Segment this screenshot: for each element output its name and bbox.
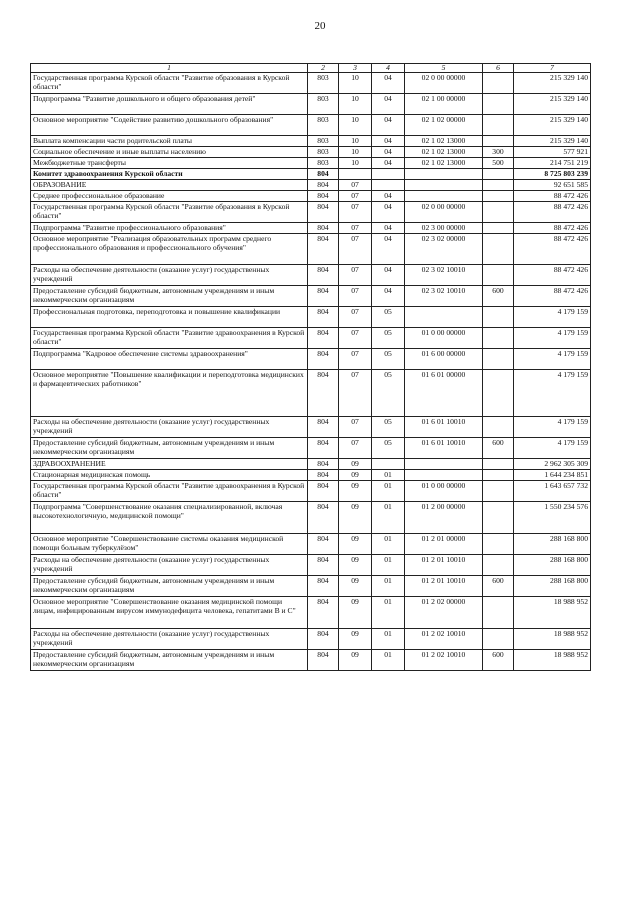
subsection-code-cell: 05 — [372, 417, 405, 438]
ministry-code-cell: 804 — [308, 286, 339, 307]
row-name-cell: Выплата компенсации части родительской платы — [31, 136, 308, 147]
column-header: 4 — [372, 64, 405, 73]
section-code-cell: 09 — [339, 481, 372, 502]
row-name-cell: Межбюджетные трансферты — [31, 158, 308, 169]
subsection-code-cell: 04 — [372, 223, 405, 234]
section-code-cell: 09 — [339, 650, 372, 671]
amount-cell: 215 329 140 — [514, 115, 591, 136]
expense-type-cell: 600 — [483, 438, 514, 459]
table-row — [31, 470, 591, 481]
table-row — [31, 115, 591, 136]
table-row — [31, 158, 591, 169]
expense-type-cell: 600 — [483, 576, 514, 597]
subsection-code-cell: 05 — [372, 349, 405, 370]
subsection-code-cell: 04 — [372, 136, 405, 147]
row-name-cell: Подпрограмма "Развитие дошкольного и общего образования детей" — [31, 94, 308, 115]
section-code-cell: 07 — [339, 234, 372, 265]
section-code-cell: 10 — [339, 73, 372, 94]
amount-cell: 577 921 — [514, 147, 591, 158]
subsection-code-cell: 04 — [372, 73, 405, 94]
expense-type-cell — [483, 349, 514, 370]
column-header: 5 — [405, 64, 483, 73]
table-row — [31, 534, 591, 555]
row-name-cell: Основное мероприятие "Содействие развитию дошкольного образования" — [31, 115, 308, 136]
amount-cell: 88 472 426 — [514, 265, 591, 286]
expense-type-cell: 300 — [483, 147, 514, 158]
expense-type-cell — [483, 307, 514, 328]
ministry-code-cell: 804 — [308, 470, 339, 481]
row-name-cell: Подпрограмма "Совершенствование оказания специализированной, включая высокотехнологичную, медицинской помощи" — [31, 502, 308, 534]
target-article-cell — [405, 169, 483, 180]
subsection-code-cell: 01 — [372, 502, 405, 534]
target-article-cell: 01 2 00 00000 — [405, 502, 483, 534]
row-name-cell: ОБРАЗОВАНИЕ — [31, 180, 308, 191]
subsection-code-cell: 04 — [372, 147, 405, 158]
row-name-cell: Подпрограмма "Кадровое обеспечение системы здравоохранения" — [31, 349, 308, 370]
amount-cell: 4 179 159 — [514, 328, 591, 349]
ministry-code-cell: 804 — [308, 576, 339, 597]
row-name-cell: Стационарная медицинская помощь — [31, 470, 308, 481]
expense-type-cell — [483, 202, 514, 223]
table-row — [31, 370, 591, 417]
row-name-cell: Социальное обеспечение и иные выплаты населению — [31, 147, 308, 158]
row-name-cell: Профессиональная подготовка, переподготовка и повышение квалификации — [31, 307, 308, 328]
section-code-cell: 09 — [339, 502, 372, 534]
ministry-code-cell: 803 — [308, 115, 339, 136]
section-code-cell: 07 — [339, 349, 372, 370]
section-code-cell: 09 — [339, 629, 372, 650]
target-article-cell: 01 2 02 10010 — [405, 629, 483, 650]
expense-type-cell — [483, 169, 514, 180]
table-header-row — [31, 64, 591, 73]
subsection-code-cell — [372, 169, 405, 180]
subsection-code-cell — [372, 459, 405, 470]
table-row — [31, 438, 591, 459]
target-article-cell — [405, 191, 483, 202]
subsection-code-cell: 04 — [372, 202, 405, 223]
subsection-code-cell: 05 — [372, 307, 405, 328]
ministry-code-cell: 804 — [308, 202, 339, 223]
ministry-code-cell: 804 — [308, 370, 339, 417]
subsection-code-cell: 05 — [372, 328, 405, 349]
table-row — [31, 307, 591, 328]
ministry-code-cell: 803 — [308, 136, 339, 147]
target-article-cell: 01 6 01 10010 — [405, 438, 483, 459]
target-article-cell — [405, 459, 483, 470]
expense-type-cell — [483, 629, 514, 650]
subsection-code-cell: 01 — [372, 555, 405, 576]
column-header: 2 — [308, 64, 339, 73]
amount-cell: 4 179 159 — [514, 349, 591, 370]
table-row — [31, 349, 591, 370]
ministry-code-cell: 803 — [308, 147, 339, 158]
table-row — [31, 223, 591, 234]
expense-type-cell — [483, 417, 514, 438]
expense-type-cell — [483, 223, 514, 234]
ministry-code-cell: 804 — [308, 234, 339, 265]
subsection-code-cell: 04 — [372, 191, 405, 202]
ministry-code-cell: 804 — [308, 650, 339, 671]
ministry-code-cell: 804 — [308, 534, 339, 555]
column-header: 1 — [31, 64, 308, 73]
amount-cell: 1 643 657 732 — [514, 481, 591, 502]
target-article-cell: 01 6 01 10010 — [405, 417, 483, 438]
row-name-cell: Среднее профессиональное образование — [31, 191, 308, 202]
target-article-cell: 02 1 02 13000 — [405, 158, 483, 169]
row-name-cell: Предоставление субсидий бюджетным, автономным учреждениям и иным некоммерческим организациям — [31, 576, 308, 597]
row-name-cell: Предоставление субсидий бюджетным, автономным учреждениям и иным некоммерческим организациям — [31, 438, 308, 459]
row-name-cell: Расходы на обеспечение деятельности (оказание услуг) государственных учреждений — [31, 629, 308, 650]
table-row — [31, 169, 591, 180]
expense-type-cell — [483, 370, 514, 417]
ministry-code-cell: 804 — [308, 191, 339, 202]
amount-cell: 215 329 140 — [514, 73, 591, 94]
row-name-cell: Предоставление субсидий бюджетным, автономным учреждениям и иным некоммерческим организациям — [31, 650, 308, 671]
table-row — [31, 328, 591, 349]
section-code-cell: 09 — [339, 470, 372, 481]
table-row — [31, 597, 591, 629]
row-name-cell: Основное мероприятие "Совершенствование системы оказания медицинской помощи больным туберкулёзом" — [31, 534, 308, 555]
row-name-cell: Подпрограмма "Развитие профессионального образования" — [31, 223, 308, 234]
target-article-cell: 01 2 02 00000 — [405, 597, 483, 629]
section-code-cell: 07 — [339, 417, 372, 438]
table-row — [31, 136, 591, 147]
amount-cell: 18 988 952 — [514, 650, 591, 671]
section-code-cell: 07 — [339, 191, 372, 202]
row-name-cell: Основное мероприятие "Повышение квалификации и переподготовка медицинских и фармацевтических работников" — [31, 370, 308, 417]
target-article-cell — [405, 180, 483, 191]
expense-type-cell — [483, 534, 514, 555]
section-code-cell: 09 — [339, 459, 372, 470]
ministry-code-cell: 804 — [308, 328, 339, 349]
table-row — [31, 650, 591, 671]
table-row — [31, 417, 591, 438]
subsection-code-cell: 05 — [372, 438, 405, 459]
subsection-code-cell: 01 — [372, 597, 405, 629]
amount-cell: 92 651 585 — [514, 180, 591, 191]
expense-type-cell — [483, 94, 514, 115]
target-article-cell: 01 0 00 00000 — [405, 328, 483, 349]
amount-cell: 1 644 234 851 — [514, 470, 591, 481]
table-row — [31, 202, 591, 223]
section-code-cell: 07 — [339, 328, 372, 349]
expense-type-cell — [483, 597, 514, 629]
amount-cell: 4 179 159 — [514, 370, 591, 417]
section-code-cell: 09 — [339, 597, 372, 629]
amount-cell: 4 179 159 — [514, 307, 591, 328]
subsection-code-cell: 01 — [372, 534, 405, 555]
ministry-code-cell: 803 — [308, 158, 339, 169]
amount-cell: 8 725 803 239 — [514, 169, 591, 180]
amount-cell: 88 472 426 — [514, 223, 591, 234]
expense-type-cell — [483, 191, 514, 202]
section-code-cell: 10 — [339, 115, 372, 136]
expense-type-cell — [483, 73, 514, 94]
amount-cell: 288 168 800 — [514, 534, 591, 555]
section-code-cell: 07 — [339, 180, 372, 191]
target-article-cell: 02 1 02 00000 — [405, 115, 483, 136]
section-code-cell: 07 — [339, 286, 372, 307]
subsection-code-cell: 04 — [372, 286, 405, 307]
expense-type-cell — [483, 481, 514, 502]
expense-type-cell — [483, 136, 514, 147]
target-article-cell: 02 1 00 00000 — [405, 94, 483, 115]
amount-cell: 88 472 426 — [514, 191, 591, 202]
section-code-cell: 07 — [339, 307, 372, 328]
ministry-code-cell: 804 — [308, 169, 339, 180]
subsection-code-cell — [372, 180, 405, 191]
column-header: 3 — [339, 64, 372, 73]
target-article-cell: 01 2 01 10010 — [405, 576, 483, 597]
target-article-cell: 01 6 00 00000 — [405, 349, 483, 370]
amount-cell: 88 472 426 — [514, 202, 591, 223]
table-row — [31, 502, 591, 534]
column-header: 7 — [514, 64, 591, 73]
expense-type-cell — [483, 115, 514, 136]
ministry-code-cell: 804 — [308, 438, 339, 459]
ministry-code-cell: 804 — [308, 481, 339, 502]
section-code-cell: 07 — [339, 265, 372, 286]
section-code-cell: 09 — [339, 576, 372, 597]
expense-type-cell: 600 — [483, 650, 514, 671]
subsection-code-cell: 05 — [372, 370, 405, 417]
row-name-cell: Государственная программа Курской области "Развитие здравоохранения в Курской области" — [31, 328, 308, 349]
ministry-code-cell: 804 — [308, 555, 339, 576]
page-number: 20 — [314, 20, 326, 32]
row-name-cell: ЗДРАВООХРАНЕНИЕ — [31, 459, 308, 470]
subsection-code-cell: 04 — [372, 158, 405, 169]
expense-type-cell — [483, 555, 514, 576]
expense-type-cell — [483, 470, 514, 481]
ministry-code-cell: 804 — [308, 597, 339, 629]
amount-cell: 4 179 159 — [514, 417, 591, 438]
section-code-cell: 10 — [339, 136, 372, 147]
section-code-cell: 07 — [339, 202, 372, 223]
target-article-cell: 01 0 00 00000 — [405, 481, 483, 502]
amount-cell: 288 168 800 — [514, 576, 591, 597]
section-code-cell — [339, 169, 372, 180]
expense-type-cell — [483, 265, 514, 286]
table-row — [31, 286, 591, 307]
target-article-cell: 02 1 02 13000 — [405, 147, 483, 158]
table-row — [31, 576, 591, 597]
subsection-code-cell: 01 — [372, 629, 405, 650]
table-row — [31, 265, 591, 286]
section-code-cell: 07 — [339, 370, 372, 417]
ministry-code-cell: 803 — [308, 73, 339, 94]
table-body — [31, 73, 591, 671]
subsection-code-cell: 01 — [372, 481, 405, 502]
section-code-cell: 10 — [339, 158, 372, 169]
section-code-cell: 07 — [339, 438, 372, 459]
row-name-cell: Комитет здравоохранения Курской области — [31, 169, 308, 180]
table-row — [31, 629, 591, 650]
target-article-cell: 02 3 00 00000 — [405, 223, 483, 234]
amount-cell: 1 550 234 576 — [514, 502, 591, 534]
row-name-cell: Государственная программа Курской области "Развитие образования в Курской области" — [31, 73, 308, 94]
row-name-cell: Расходы на обеспечение деятельности (оказание услуг) государственных учреждений — [31, 417, 308, 438]
table-row — [31, 234, 591, 265]
amount-cell: 2 962 305 309 — [514, 459, 591, 470]
ministry-code-cell: 804 — [308, 223, 339, 234]
expense-type-cell — [483, 234, 514, 265]
target-article-cell: 02 3 02 00000 — [405, 234, 483, 265]
subsection-code-cell: 04 — [372, 115, 405, 136]
target-article-cell: 02 3 02 10010 — [405, 286, 483, 307]
table-row — [31, 459, 591, 470]
amount-cell: 215 329 140 — [514, 94, 591, 115]
subsection-code-cell: 04 — [372, 265, 405, 286]
expense-type-cell — [483, 502, 514, 534]
table-row — [31, 73, 591, 94]
expense-type-cell: 500 — [483, 158, 514, 169]
target-article-cell: 02 1 02 13000 — [405, 136, 483, 147]
amount-cell: 214 751 219 — [514, 158, 591, 169]
subsection-code-cell: 04 — [372, 94, 405, 115]
row-name-cell: Основное мероприятие "Реализация образовательных программ среднего профессионального образования и профессионального обучения" — [31, 234, 308, 265]
table-row — [31, 94, 591, 115]
row-name-cell: Государственная программа Курской области "Развитие образования в Курской области" — [31, 202, 308, 223]
subsection-code-cell: 01 — [372, 470, 405, 481]
ministry-code-cell: 804 — [308, 180, 339, 191]
ministry-code-cell: 804 — [308, 307, 339, 328]
target-article-cell: 02 0 00 00000 — [405, 202, 483, 223]
target-article-cell: 01 2 02 10010 — [405, 650, 483, 671]
table-row — [31, 555, 591, 576]
subsection-code-cell: 01 — [372, 650, 405, 671]
target-article-cell: 02 3 02 10010 — [405, 265, 483, 286]
amount-cell: 88 472 426 — [514, 286, 591, 307]
ministry-code-cell: 804 — [308, 502, 339, 534]
section-code-cell: 09 — [339, 534, 372, 555]
amount-cell: 18 988 952 — [514, 597, 591, 629]
table-row — [31, 180, 591, 191]
section-code-cell: 07 — [339, 223, 372, 234]
target-article-cell — [405, 470, 483, 481]
subsection-code-cell: 04 — [372, 234, 405, 265]
table-row — [31, 191, 591, 202]
expense-type-cell — [483, 180, 514, 191]
column-header: 6 — [483, 64, 514, 73]
target-article-cell: 01 2 01 10010 — [405, 555, 483, 576]
row-name-cell: Предоставление субсидий бюджетным, автономным учреждениям и иным некоммерческим организациям — [31, 286, 308, 307]
table-row — [31, 147, 591, 158]
amount-cell: 215 329 140 — [514, 136, 591, 147]
row-name-cell: Государственная программа Курской области "Развитие здравоохранения в Курской области" — [31, 481, 308, 502]
row-name-cell: Основное мероприятие "Совершенствование оказания медицинской помощи лицам, инфицированным вирусом иммунодефицита человека, гепатитами В и С" — [31, 597, 308, 629]
ministry-code-cell: 804 — [308, 265, 339, 286]
ministry-code-cell: 804 — [308, 459, 339, 470]
table-row — [31, 481, 591, 502]
budget-table — [30, 63, 591, 671]
ministry-code-cell: 803 — [308, 94, 339, 115]
section-code-cell: 10 — [339, 147, 372, 158]
amount-cell: 18 988 952 — [514, 629, 591, 650]
row-name-cell: Расходы на обеспечение деятельности (оказание услуг) государственных учреждений — [31, 555, 308, 576]
amount-cell: 88 472 426 — [514, 234, 591, 265]
subsection-code-cell: 01 — [372, 576, 405, 597]
amount-cell: 4 179 159 — [514, 438, 591, 459]
section-code-cell: 09 — [339, 555, 372, 576]
ministry-code-cell: 804 — [308, 417, 339, 438]
section-code-cell: 10 — [339, 94, 372, 115]
target-article-cell — [405, 307, 483, 328]
row-name-cell: Расходы на обеспечение деятельности (оказание услуг) государственных учреждений — [31, 265, 308, 286]
amount-cell: 288 168 800 — [514, 555, 591, 576]
expense-type-cell — [483, 328, 514, 349]
target-article-cell: 01 2 01 00000 — [405, 534, 483, 555]
ministry-code-cell: 804 — [308, 349, 339, 370]
expense-type-cell — [483, 459, 514, 470]
target-article-cell: 02 0 00 00000 — [405, 73, 483, 94]
expense-type-cell: 600 — [483, 286, 514, 307]
ministry-code-cell: 804 — [308, 629, 339, 650]
target-article-cell: 01 6 01 00000 — [405, 370, 483, 417]
